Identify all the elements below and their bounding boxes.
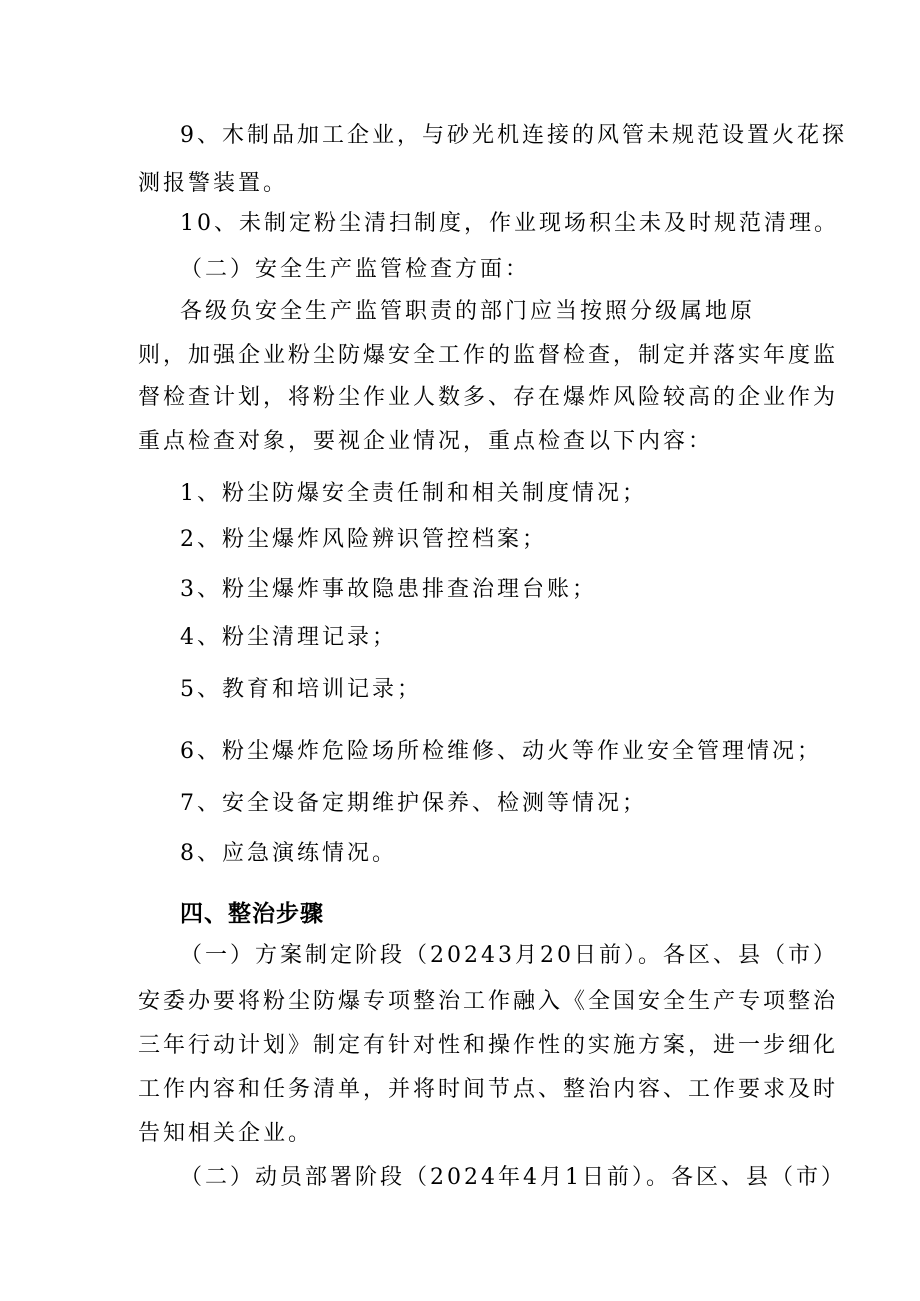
text-line: （一）方案制定阶段（20243月20日前）。各区、县（市） <box>180 943 838 968</box>
list-item: 3、粉尘爆炸事故隐患排查治理台账； <box>180 577 597 602</box>
section-heading: 四、整治步骤 <box>180 901 324 927</box>
text-line: 告知相关企业。 <box>138 1121 314 1146</box>
text-line: 则，加强企业粉尘防爆安全工作的监督检查，制定并落实年度监 <box>138 343 839 368</box>
text-line: 测报警装置。 <box>138 171 289 196</box>
list-item: 8、应急演练情况。 <box>180 841 397 866</box>
text-line: 10、未制定粉尘清扫制度，作业现场积尘未及时规范清理。 <box>180 211 839 236</box>
list-item: 1、粉尘防爆安全责任制和相关制度情况； <box>180 481 647 506</box>
text-line: （二）动员部署阶段（2024年4月1日前）。各区、县（市） <box>180 1165 846 1190</box>
list-item: 6、粉尘爆炸危险场所检维修、动火等作业安全管理情况； <box>180 739 822 764</box>
text-line: 安委办要将粉尘防爆专项整治工作融入《全国安全生产专项整治 <box>138 989 839 1014</box>
list-item: 5、教育和培训记录； <box>180 677 422 702</box>
text-line: 工作内容和任务清单，并将时间节点、整治内容、工作要求及时 <box>138 1077 839 1102</box>
list-item: 2、粉尘爆炸风险辨识管控档案； <box>180 527 547 552</box>
list-item: 7、安全设备定期维护保养、检测等情况； <box>180 791 647 816</box>
section-subheading: （二）安全生产监管检查方面： <box>180 257 531 282</box>
text-line: 各级负安全生产监管职责的部门应当按照分级属地原 <box>180 299 756 324</box>
text-line: 重点检查对象，要视企业情况，重点检查以下内容： <box>138 429 714 454</box>
text-line: 督检查计划，将粉尘作业人数多、存在爆炸风险较高的企业作为 <box>138 385 839 410</box>
list-item: 4、粉尘清理记录； <box>180 625 397 650</box>
text-line: 三年行动计划》制定有针对性和操作性的实施方案，进一步细化 <box>138 1033 839 1058</box>
text-line: 9、木制品加工企业，与砂光机连接的风管未规范设置火花探 <box>180 123 847 148</box>
